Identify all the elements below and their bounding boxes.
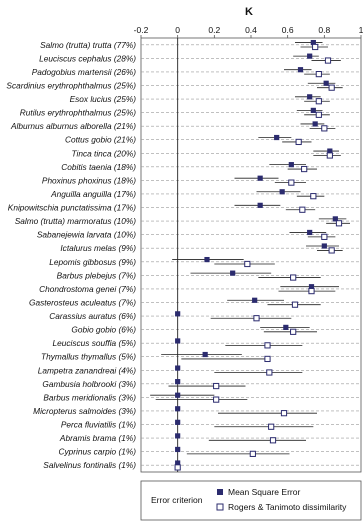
rt-point <box>175 465 180 470</box>
mse-point <box>289 162 294 167</box>
species-label: Tinca tinca (20%) <box>71 148 136 159</box>
mse-point <box>298 67 303 72</box>
species-label: Sabanejewia larvata (10%) <box>36 229 136 240</box>
rt-point <box>281 411 286 416</box>
rt-point <box>214 383 219 388</box>
species-label: Alburnus alburnus alborella (21%) <box>11 121 136 132</box>
mse-point <box>175 379 180 384</box>
chart-title: K <box>245 6 253 18</box>
species-label: Thymallus thymallus (5%) <box>41 351 136 362</box>
rt-point <box>296 139 301 144</box>
mse-point <box>175 311 180 316</box>
species-label: Lepomis gibbosus (9%) <box>49 256 136 267</box>
rt-point <box>291 275 296 280</box>
rt-point <box>322 234 327 239</box>
species-label: Perca fluviatilis (1%) <box>60 419 136 430</box>
rt-point <box>329 85 334 90</box>
rt-point <box>313 44 318 49</box>
rt-point <box>327 153 332 158</box>
species-label: Cottus gobio (21%) <box>64 134 136 145</box>
mse-point <box>175 338 180 343</box>
mse-point <box>280 189 285 194</box>
mse-point <box>230 271 235 276</box>
species-label: Chondrostoma genei (7%) <box>39 283 136 294</box>
rt-point <box>300 207 305 212</box>
rt-point <box>250 451 255 456</box>
mse-point <box>274 135 279 140</box>
species-label: Gobio gobio (6%) <box>71 324 136 335</box>
mse-point <box>324 81 329 86</box>
x-tick-label: 0.8 <box>318 25 331 35</box>
species-label: Gasterosteus aculeatus (7%) <box>29 297 136 308</box>
species-label: Leuciscus cephalus (28%) <box>39 53 136 64</box>
rt-point <box>316 72 321 77</box>
x-tick-label: 1 <box>358 25 364 35</box>
mse-point <box>313 121 318 126</box>
legend-rt-marker <box>217 504 223 510</box>
mse-point <box>258 176 263 181</box>
data-points <box>175 40 342 470</box>
x-tick-label: -0.2 <box>133 25 149 35</box>
species-label: Cyprinus carpio (1%) <box>58 446 136 457</box>
rt-point <box>302 166 307 171</box>
species-label: Padogobius martensii (26%) <box>31 66 136 77</box>
x-tick-label: 0.6 <box>281 25 294 35</box>
species-label: Esox lucius (25%) <box>69 94 136 105</box>
legend <box>141 481 361 520</box>
species-labels <box>6 40 136 470</box>
species-label: Abramis brama (1%) <box>59 433 136 444</box>
mse-point <box>283 325 288 330</box>
rt-point <box>322 126 327 131</box>
x-tick-label: 0.2 <box>208 25 221 35</box>
species-label: Rutilus erythrophthalmus (25%) <box>19 107 136 118</box>
rt-point <box>214 397 219 402</box>
species-label: Knipowitschia punctatissima (17%) <box>7 202 136 213</box>
legend-rt-label: Rogers & Tanimoto dissimilarity <box>228 502 347 512</box>
legend-mse-marker <box>217 489 223 495</box>
mse-point <box>307 54 312 59</box>
mse-point <box>307 94 312 99</box>
mse-point <box>204 257 209 262</box>
species-label: Anguilla anguilla (17%) <box>51 188 136 199</box>
species-label: Gambusia holbrooki (3%) <box>42 378 136 389</box>
rt-point <box>309 289 314 294</box>
rt-point <box>311 194 316 199</box>
rt-point <box>316 99 321 104</box>
species-label: Phoxinus phoxinus (18%) <box>41 175 136 186</box>
x-tick-label: 0 <box>175 25 181 35</box>
legend-title: Error criterion <box>151 495 203 505</box>
rt-point <box>325 58 330 63</box>
species-label: Micropterus salmoides (3%) <box>33 405 136 416</box>
mse-point <box>175 447 180 452</box>
rt-point <box>265 356 270 361</box>
mse-point <box>175 406 180 411</box>
x-axis-ticks <box>134 25 364 38</box>
mse-point <box>175 433 180 438</box>
rt-point <box>291 329 296 334</box>
grid-lines <box>141 45 361 465</box>
rt-point <box>289 180 294 185</box>
species-label: Barbus meridionalis (3%) <box>43 392 136 403</box>
rt-point <box>336 221 341 226</box>
rt-point <box>254 316 259 321</box>
species-label: Barbus plebejus (7%) <box>56 270 136 281</box>
rt-point <box>270 438 275 443</box>
species-label: Carassius auratus (6%) <box>49 311 136 322</box>
mse-point <box>311 108 316 113</box>
x-tick-label: 0.4 <box>245 25 257 35</box>
mse-point <box>307 230 312 235</box>
species-label: Cobitis taenia (18%) <box>61 161 136 172</box>
mse-point <box>175 393 180 398</box>
mse-point <box>322 243 327 248</box>
mse-point <box>175 420 180 425</box>
mse-point <box>252 298 257 303</box>
rt-point <box>269 424 274 429</box>
rt-point <box>267 370 272 375</box>
species-label: Salmo (trutta) trutta (77%) <box>40 39 136 50</box>
species-label: Salmo (trutta) marmoratus (10%) <box>14 216 136 227</box>
species-label: Salvelinus fontinalis (1%) <box>43 460 136 471</box>
rt-point <box>265 343 270 348</box>
species-label: Scardinius erythrophthalmus (25%) <box>6 80 136 91</box>
mse-point <box>258 203 263 208</box>
species-label: Ictalurus melas (9%) <box>60 243 136 254</box>
plot-frame <box>141 38 361 472</box>
legend-mse-label: Mean Square Error <box>228 487 301 497</box>
mse-point <box>203 352 208 357</box>
species-label: Lampetra zanandreai (4%) <box>37 365 136 376</box>
mse-point <box>175 365 180 370</box>
rt-point <box>292 302 297 307</box>
rt-point <box>329 248 334 253</box>
rt-point <box>245 261 250 266</box>
rt-point <box>316 112 321 117</box>
species-label: Leuciscus souffia (5%) <box>52 338 136 349</box>
